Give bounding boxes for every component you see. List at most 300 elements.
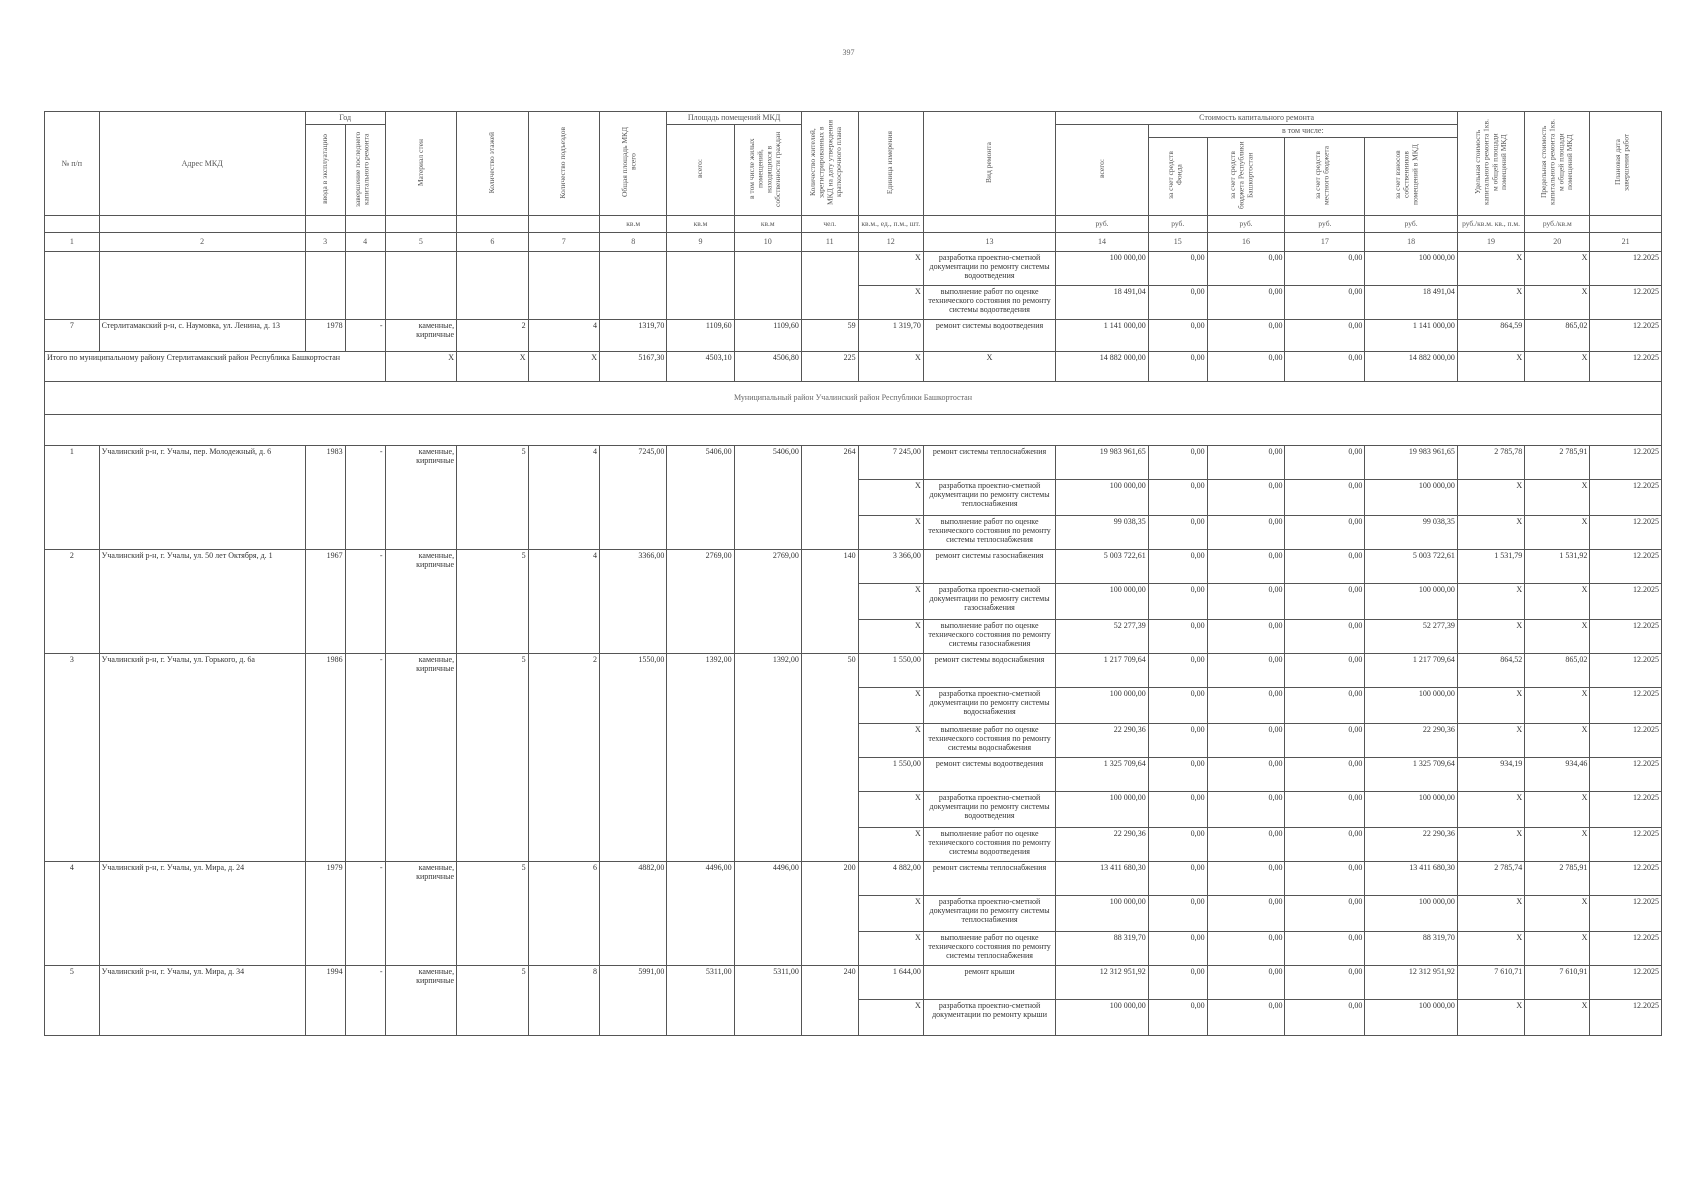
- work-type-cell: ремонт системы теплоснабжения: [923, 862, 1055, 896]
- column-number: 16: [1207, 233, 1285, 252]
- premises-private-cell: 5406,00: [734, 446, 801, 550]
- header-premises-private: в том числе жилых помещений, находящихся в собственности граждан: [746, 131, 782, 207]
- cost-fund-cell: 0,00: [1148, 480, 1207, 516]
- house-number-cell: 3: [45, 654, 100, 862]
- cost-total-cell: 22 290,36: [1056, 828, 1149, 862]
- header-cost-republic: за счет средств бюджета Республики Башкортостан: [1228, 141, 1255, 210]
- deadline-cell: 12.2025: [1590, 724, 1662, 758]
- unit-cell: X: [858, 724, 923, 758]
- residents-cell: 50: [801, 654, 858, 862]
- cost-total-cell: 1 141 000,00: [1056, 320, 1149, 352]
- cost-owners-cell: 12 312 951,92: [1365, 966, 1458, 1000]
- cost-owners-cell: 1 325 709,64: [1365, 758, 1458, 792]
- cost-local-cell: 0,00: [1285, 724, 1365, 758]
- cost-local-cell: 0,00: [1285, 1000, 1365, 1036]
- cost-republic-cell: 0,00: [1207, 828, 1285, 862]
- work-type-cell: разработка проектно-сметной документации по ремонту системы водоотведения: [923, 792, 1055, 828]
- deadline-cell: 12.2025: [1590, 758, 1662, 792]
- deadline-cell: 12.2025: [1590, 792, 1662, 828]
- column-number: 7: [528, 233, 599, 252]
- cost-total-cell: 13 411 680,30: [1056, 862, 1149, 896]
- unit-cell: X: [858, 688, 923, 724]
- unit-unit-cost: руб./кв.м. кв., п.м.: [1457, 216, 1524, 233]
- cost-local-cell: 0,00: [1285, 758, 1365, 792]
- cost-owners-cell: 100 000,00: [1365, 1000, 1458, 1036]
- deadline-cell: 12.2025: [1590, 896, 1662, 932]
- header-unit: Единица измерения: [885, 130, 895, 194]
- cost-local-cell: 0,00: [1285, 966, 1365, 1000]
- unit-cell: 3 366,00: [858, 550, 923, 584]
- unit-cell: X: [858, 1000, 923, 1036]
- column-number: 18: [1365, 233, 1458, 252]
- address-cell: Учалинский р-н, г. Учалы, ул. Мира, д. 24: [99, 862, 305, 966]
- unit-cost-cell: 2 785,74: [1457, 862, 1524, 896]
- work-type-cell: выполнение работ по оценке технического состояния по ремонту системы газоснабжения: [923, 620, 1055, 654]
- deadline-cell: 12.2025: [1590, 1000, 1662, 1036]
- premises-private-cell: 1392,00: [734, 654, 801, 862]
- cost-republic-cell: 0,00: [1207, 724, 1285, 758]
- limit-cost-cell: X: [1525, 896, 1590, 932]
- header-premises-area: Площадь помещений МКД: [667, 112, 802, 125]
- cost-local-cell: 0,00: [1285, 446, 1365, 480]
- header-no: № п/п: [45, 112, 100, 216]
- column-number: 15: [1148, 233, 1207, 252]
- cost-local-cell: 0,00: [1285, 620, 1365, 654]
- cost-fund-cell: 0,00: [1148, 966, 1207, 1000]
- column-number: 20: [1525, 233, 1590, 252]
- residents-cell: 264: [801, 446, 858, 550]
- empty-cell: [600, 252, 667, 320]
- cost-total-cell: 12 312 951,92: [1056, 966, 1149, 1000]
- house-number-cell: 5: [45, 966, 100, 1036]
- work-type-cell: разработка проектно-сметной документации по ремонту крыши: [923, 1000, 1055, 1036]
- cost-owners-cell: 99 038,35: [1365, 516, 1458, 550]
- cost-owners-cell: 1 141 000,00: [1365, 320, 1458, 352]
- cost-fund-cell: 0,00: [1148, 896, 1207, 932]
- floors-cell: 5: [457, 862, 528, 966]
- limit-cost-cell: X: [1525, 792, 1590, 828]
- deadline-cell: 12.2025: [1590, 688, 1662, 724]
- unit-cell: 1 550,00: [858, 758, 923, 792]
- wall-material-cell: каменные, кирпичные: [385, 654, 456, 862]
- header-entrances: Количество подъездов: [558, 126, 568, 199]
- total-unit-cell: X: [858, 352, 923, 382]
- floors-cell: 5: [457, 966, 528, 1036]
- table-row: [45, 446, 1662, 480]
- deadline-cell: 12.2025: [1590, 252, 1662, 286]
- cost-republic-cell: 0,00: [1207, 480, 1285, 516]
- work-type-cell: разработка проектно-сметной документации по ремонту системы газоснабжения: [923, 584, 1055, 620]
- cost-owners-cell: 100 000,00: [1365, 688, 1458, 724]
- column-number: 11: [801, 233, 858, 252]
- cost-total-cell: 100 000,00: [1056, 792, 1149, 828]
- empty-cell: [734, 252, 801, 320]
- unit-cell: X: [858, 896, 923, 932]
- unit-cost-republic: руб.: [1207, 216, 1285, 233]
- floors-cell: 5: [457, 550, 528, 654]
- year-last-repair-cell: -: [345, 320, 385, 352]
- empty-cell: [801, 252, 858, 320]
- unit-cost-cell: 7 610,71: [1457, 966, 1524, 1000]
- unit-cell: 1 644,00: [858, 966, 923, 1000]
- cost-owners-cell: 100 000,00: [1365, 792, 1458, 828]
- cost-local-cell: 0,00: [1285, 252, 1365, 286]
- total-owners-cell: 14 882 000,00: [1365, 352, 1458, 382]
- unit-residents: чел.: [801, 216, 858, 233]
- column-number: 17: [1285, 233, 1365, 252]
- total-entrances-cell: X: [528, 352, 599, 382]
- limit-cost-cell: X: [1525, 252, 1590, 286]
- cost-fund-cell: 0,00: [1148, 550, 1207, 584]
- unit-cell: X: [858, 620, 923, 654]
- limit-cost-cell: X: [1525, 688, 1590, 724]
- total-fund-cell: 0,00: [1148, 352, 1207, 382]
- cost-republic-cell: 0,00: [1207, 446, 1285, 480]
- cost-local-cell: 0,00: [1285, 654, 1365, 688]
- header-limit-cost: Предельная стоимость капитального ремонта 1кв. м общей площади помещений МКД: [1539, 119, 1575, 206]
- house-number-cell: 2: [45, 550, 100, 654]
- unit-cost-cell: X: [1457, 516, 1524, 550]
- year-commission-cell: 1979: [305, 862, 345, 966]
- spacer-cell: [45, 415, 1662, 446]
- cost-local-cell: 0,00: [1285, 828, 1365, 862]
- column-number: 5: [385, 233, 456, 252]
- limit-cost-cell: X: [1525, 724, 1590, 758]
- premises-private-cell: 5311,00: [734, 966, 801, 1036]
- unit-cost-total: руб.: [1056, 216, 1149, 233]
- cost-local-cell: 0,00: [1285, 286, 1365, 320]
- wall-material-cell: каменные, кирпичные: [385, 966, 456, 1036]
- wall-material-cell: каменные, кирпичные: [385, 446, 456, 550]
- unit-cost-cell: X: [1457, 896, 1524, 932]
- header-cost-owners: за счет взносов собственников помещений в МКД: [1393, 144, 1420, 206]
- year-last-repair-cell: -: [345, 862, 385, 966]
- cost-total-cell: 19 983 961,65: [1056, 446, 1149, 480]
- deadline-cell: 12.2025: [1590, 550, 1662, 584]
- header-floors: Количество этажей: [487, 131, 496, 194]
- unit-cost-fund: руб.: [1148, 216, 1207, 233]
- limit-cost-cell: X: [1525, 480, 1590, 516]
- empty-cell: [99, 252, 305, 320]
- empty-cell: [345, 252, 385, 320]
- header-wall-material: Материал стен: [415, 138, 425, 186]
- cost-fund-cell: 0,00: [1148, 286, 1207, 320]
- header-cost-total: всего:: [1096, 159, 1106, 179]
- deadline-cell: 12.2025: [1590, 446, 1662, 480]
- premises-total-cell: 2769,00: [667, 550, 734, 654]
- total-area-cell: 7245,00: [600, 446, 667, 550]
- address-cell: Учалинский р-н, г. Учалы, ул. Горького, д. 6а: [99, 654, 305, 862]
- cost-republic-cell: 0,00: [1207, 1000, 1285, 1036]
- premises-total-cell: 1109,60: [667, 320, 734, 352]
- deadline-cell: 12.2025: [1590, 862, 1662, 896]
- unit-cell: X: [858, 792, 923, 828]
- total-floors-cell: X: [457, 352, 528, 382]
- cost-total-cell: 99 038,35: [1056, 516, 1149, 550]
- cost-fund-cell: 0,00: [1148, 654, 1207, 688]
- column-number: 2: [99, 233, 305, 252]
- unit-cost-local: руб.: [1285, 216, 1365, 233]
- cost-owners-cell: 100 000,00: [1365, 896, 1458, 932]
- residents-cell: 140: [801, 550, 858, 654]
- unit-cost-cell: X: [1457, 620, 1524, 654]
- work-type-cell: выполнение работ по оценке технического состояния по ремонту системы водоснабжения: [923, 724, 1055, 758]
- premises-total-cell: 5311,00: [667, 966, 734, 1036]
- cost-local-cell: 0,00: [1285, 516, 1365, 550]
- unit-cell: X: [858, 584, 923, 620]
- cost-total-cell: 100 000,00: [1056, 584, 1149, 620]
- header-year-commission: ввода в эксплуатацию: [319, 133, 329, 204]
- work-type-cell: ремонт системы водоснабжения: [923, 654, 1055, 688]
- premises-private-cell: 2769,00: [734, 550, 801, 654]
- repair-plan-table: [44, 111, 1662, 1036]
- unit-cost-cell: X: [1457, 252, 1524, 286]
- header-year: Год: [305, 112, 385, 125]
- work-type-cell: ремонт системы газоснабжения: [923, 550, 1055, 584]
- floors-cell: 2: [457, 320, 528, 352]
- header-year-last-repair: завершение последнего капитального ремонта: [353, 131, 371, 207]
- entrances-cell: 8: [528, 966, 599, 1036]
- cost-fund-cell: 0,00: [1148, 792, 1207, 828]
- total-deadline-cell: 12.2025: [1590, 352, 1662, 382]
- unit-cost-cell: X: [1457, 792, 1524, 828]
- header-cost-local: за счет средств местного бюджета: [1312, 145, 1331, 205]
- floors-cell: 5: [457, 654, 528, 862]
- total-republic-cell: 0,00: [1207, 352, 1285, 382]
- total-premises-cell: 4503,10: [667, 352, 734, 382]
- cost-owners-cell: 1 217 709,64: [1365, 654, 1458, 688]
- limit-cost-cell: 2 785,91: [1525, 862, 1590, 896]
- cost-fund-cell: 0,00: [1148, 724, 1207, 758]
- cost-republic-cell: 0,00: [1207, 286, 1285, 320]
- column-number: 9: [667, 233, 734, 252]
- unit-cell: X: [858, 516, 923, 550]
- cost-total-cell: 100 000,00: [1056, 1000, 1149, 1036]
- entrances-cell: 4: [528, 446, 599, 550]
- cost-republic-cell: 0,00: [1207, 932, 1285, 966]
- section-title: Муниципальный район Учалинский район Республики Башкортостан: [45, 382, 1662, 415]
- year-commission-cell: 1978: [305, 320, 345, 352]
- unit-cost-cell: X: [1457, 286, 1524, 320]
- year-commission-cell: 1994: [305, 966, 345, 1036]
- cost-fund-cell: 0,00: [1148, 252, 1207, 286]
- total-material-cell: X: [385, 352, 456, 382]
- header-cost: Стоимость капитального ремонта: [1056, 112, 1458, 125]
- limit-cost-cell: X: [1525, 828, 1590, 862]
- cost-fund-cell: 0,00: [1148, 584, 1207, 620]
- deadline-cell: 12.2025: [1590, 516, 1662, 550]
- limit-cost-cell: X: [1525, 584, 1590, 620]
- header-residents: Количество жителей, зарегистрированных в МКД на дату утверждения краткосрочного плана: [807, 119, 843, 205]
- unit-cost-cell: X: [1457, 724, 1524, 758]
- year-last-repair-cell: -: [345, 966, 385, 1036]
- work-type-cell: разработка проектно-сметной документации по ремонту системы теплоснабжения: [923, 896, 1055, 932]
- limit-cost-cell: X: [1525, 932, 1590, 966]
- unit-cell: X: [858, 828, 923, 862]
- column-number: 21: [1590, 233, 1662, 252]
- header-cost-fund: за счет средств Фонда: [1165, 151, 1184, 200]
- work-type-cell: разработка проектно-сметной документации по ремонту системы водоснабжения: [923, 688, 1055, 724]
- work-type-cell: выполнение работ по оценке технического состояния по ремонту системы водоотведения: [923, 286, 1055, 320]
- premises-total-cell: 1392,00: [667, 654, 734, 862]
- cost-owners-cell: 22 290,36: [1365, 724, 1458, 758]
- entrances-cell: 4: [528, 550, 599, 654]
- cost-local-cell: 0,00: [1285, 480, 1365, 516]
- cost-republic-cell: 0,00: [1207, 584, 1285, 620]
- page-number: 397: [842, 48, 855, 57]
- limit-cost-cell: 865,02: [1525, 320, 1590, 352]
- total-unit-cost-cell: X: [1457, 352, 1524, 382]
- header-deadline: Плановая дата завершения работ: [1612, 133, 1631, 191]
- cost-fund-cell: 0,00: [1148, 1000, 1207, 1036]
- total-area-cell: 5167,30: [600, 352, 667, 382]
- table-row: [45, 252, 1662, 286]
- total-residents-cell: 225: [801, 352, 858, 382]
- unit-limit-cost: руб./кв.м: [1525, 216, 1590, 233]
- cost-republic-cell: 0,00: [1207, 550, 1285, 584]
- cost-local-cell: 0,00: [1285, 792, 1365, 828]
- address-cell: Учалинский р-н, г. Учалы, ул. 50 лет Октября, д. 1: [99, 550, 305, 654]
- year-last-repair-cell: -: [345, 654, 385, 862]
- limit-cost-cell: X: [1525, 286, 1590, 320]
- year-commission-cell: 1967: [305, 550, 345, 654]
- table-row: [45, 966, 1662, 1000]
- unit-cost-cell: 2 785,78: [1457, 446, 1524, 480]
- premises-total-cell: 5406,00: [667, 446, 734, 550]
- cost-fund-cell: 0,00: [1148, 620, 1207, 654]
- cost-total-cell: 1 325 709,64: [1056, 758, 1149, 792]
- limit-cost-cell: X: [1525, 1000, 1590, 1036]
- cost-fund-cell: 0,00: [1148, 758, 1207, 792]
- address-cell: Учалинский р-н, г. Учалы, пер. Молодежный, д. 6: [99, 446, 305, 550]
- column-number: 14: [1056, 233, 1149, 252]
- cost-total-cell: 100 000,00: [1056, 252, 1149, 286]
- total-area-cell: 1319,70: [600, 320, 667, 352]
- unit-cell: X: [858, 252, 923, 286]
- units-row: [45, 216, 1662, 233]
- empty-cell: [385, 252, 456, 320]
- column-number: 8: [600, 233, 667, 252]
- work-type-cell: ремонт системы водоотведения: [923, 758, 1055, 792]
- deadline-cell: 12.2025: [1590, 620, 1662, 654]
- unit-cost-cell: 934,19: [1457, 758, 1524, 792]
- limit-cost-cell: X: [1525, 516, 1590, 550]
- unit-premises-total: кв.м: [667, 216, 734, 233]
- unit-cell: 7 245,00: [858, 446, 923, 480]
- cost-owners-cell: 22 290,36: [1365, 828, 1458, 862]
- deadline-cell: 12.2025: [1590, 320, 1662, 352]
- limit-cost-cell: 2 785,91: [1525, 446, 1590, 480]
- cost-local-cell: 0,00: [1285, 688, 1365, 724]
- limit-cost-cell: 1 531,92: [1525, 550, 1590, 584]
- cost-fund-cell: 0,00: [1148, 688, 1207, 724]
- empty-cell: [457, 252, 528, 320]
- unit-total-area: кв.м: [600, 216, 667, 233]
- unit-cost-cell: X: [1457, 688, 1524, 724]
- address-cell: Учалинский р-н, г. Учалы, ул. Мира, д. 34: [99, 966, 305, 1036]
- total-area-cell: 5991,00: [600, 966, 667, 1036]
- deadline-cell: 12.2025: [1590, 286, 1662, 320]
- total-area-cell: 1550,00: [600, 654, 667, 862]
- year-last-repair-cell: -: [345, 550, 385, 654]
- header-address: Адрес МКД: [99, 112, 305, 216]
- cost-owners-cell: 18 491,04: [1365, 286, 1458, 320]
- column-number: 6: [457, 233, 528, 252]
- cost-local-cell: 0,00: [1285, 320, 1365, 352]
- cost-fund-cell: 0,00: [1148, 516, 1207, 550]
- cost-local-cell: 0,00: [1285, 862, 1365, 896]
- work-type-cell: выполнение работ по оценке технического состояния по ремонту системы водоотведения: [923, 828, 1055, 862]
- year-commission-cell: 1986: [305, 654, 345, 862]
- cost-owners-cell: 52 277,39: [1365, 620, 1458, 654]
- column-number: 10: [734, 233, 801, 252]
- table-row: [45, 862, 1662, 896]
- cost-total-cell: 5 003 722,61: [1056, 550, 1149, 584]
- table-header: [45, 112, 1662, 252]
- house-number-cell: 4: [45, 862, 100, 966]
- column-number: 1: [45, 233, 100, 252]
- cost-owners-cell: 13 411 680,30: [1365, 862, 1458, 896]
- header-premises-total: всего:: [695, 159, 705, 179]
- empty-cell: [667, 252, 734, 320]
- column-number: 4: [345, 233, 385, 252]
- work-type-cell: ремонт крыши: [923, 966, 1055, 1000]
- unit-cost-cell: X: [1457, 828, 1524, 862]
- total-area-cell: 3366,00: [600, 550, 667, 654]
- cost-republic-cell: 0,00: [1207, 252, 1285, 286]
- header-incl: в том числе:: [1148, 125, 1457, 138]
- unit-cell: X: [858, 932, 923, 966]
- unit-cell: 4 882,00: [858, 862, 923, 896]
- header-unit-cost: Удельная стоимость капитального ремонта 1кв. м общей площади помещений МКД: [1473, 119, 1508, 206]
- wall-material-cell: каменные, кирпичные: [385, 320, 456, 352]
- empty-cell: [528, 252, 599, 320]
- cost-local-cell: 0,00: [1285, 550, 1365, 584]
- unit-premises-private: кв.м: [734, 216, 801, 233]
- unit-cell: 1 550,00: [858, 654, 923, 688]
- table-row: [45, 550, 1662, 584]
- cost-total-cell: 22 290,36: [1056, 724, 1149, 758]
- cost-local-cell: 0,00: [1285, 584, 1365, 620]
- work-type-cell: выполнение работ по оценке технического состояния по ремонту системы теплоснабжения: [923, 516, 1055, 550]
- cost-total-cell: 100 000,00: [1056, 480, 1149, 516]
- work-type-cell: ремонт системы теплоснабжения: [923, 446, 1055, 480]
- total-row: [45, 352, 1662, 382]
- cost-fund-cell: 0,00: [1148, 862, 1207, 896]
- work-type-cell: разработка проектно-сметной документации по ремонту системы водоотведения: [923, 252, 1055, 286]
- unit-cell: 1 319,70: [858, 320, 923, 352]
- cost-owners-cell: 100 000,00: [1365, 584, 1458, 620]
- cost-local-cell: 0,00: [1285, 896, 1365, 932]
- work-type-cell: разработка проектно-сметной документации по ремонту системы теплоснабжения: [923, 480, 1055, 516]
- limit-cost-cell: 934,46: [1525, 758, 1590, 792]
- residents-cell: 200: [801, 862, 858, 966]
- unit-cost-cell: X: [1457, 480, 1524, 516]
- cost-republic-cell: 0,00: [1207, 966, 1285, 1000]
- total-local-cell: 0,00: [1285, 352, 1365, 382]
- year-last-repair-cell: -: [345, 446, 385, 550]
- empty-cell: [45, 252, 100, 320]
- unit-cell: X: [858, 480, 923, 516]
- header-work-type: Вид ремонта: [984, 141, 994, 183]
- entrances-cell: 2: [528, 654, 599, 862]
- floors-cell: 5: [457, 446, 528, 550]
- table-body: [45, 252, 1662, 1036]
- cost-republic-cell: 0,00: [1207, 620, 1285, 654]
- unit-cost-owners: руб.: [1365, 216, 1458, 233]
- total-private-cell: 4506,80: [734, 352, 801, 382]
- year-commission-cell: 1983: [305, 446, 345, 550]
